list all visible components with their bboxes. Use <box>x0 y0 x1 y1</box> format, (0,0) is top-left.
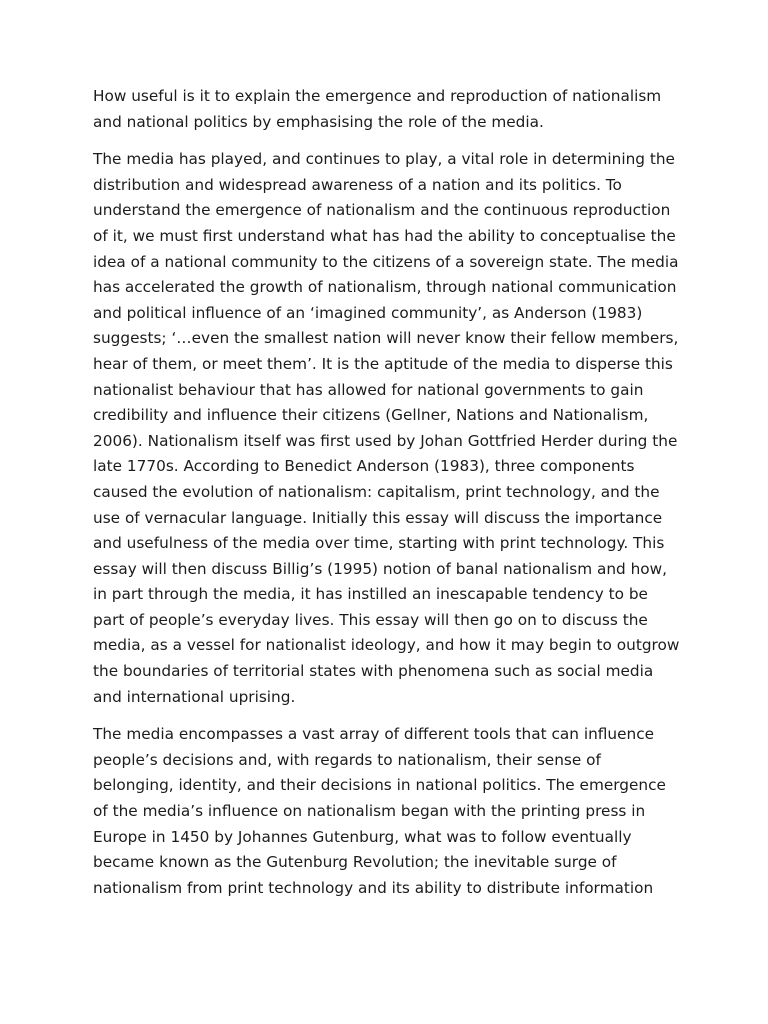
paragraph-media-tools: The media encompasses a vast array of different tools that can influence people’s decisions and, with regards to nationalism, their sense of belonging, identity, and their decisions in national politics. The emergence of the media’s influence on nationalism began with the printing press in Europe in 1450 by Johannes Gutenburg, what was to follow eventually became known as the Gutenburg Revolution; the inevitable surge of nationalism from print technology and its ability to distribute information <box>93 725 666 897</box>
paragraph-introduction: The media has played, and continues to play, a vital role in determining the distribution and widespread awareness of a nation and its politics. To understand the emergence of nationalism and the continuous reproduction of it, we must first understand what has had the ability to conceptualise the idea of a national community to the citizens of a sovereign state. The media has accelerated the growth of nationalism, through national communication and political influence of an ‘imagined community’, as Anderson (1983) suggests; ‘…even the smallest nation will never know their fellow members, hear of them, or meet them’. It is the aptitude of the media to disperse this nationalist behaviour that has allowed for national governments to gain credibility and influence their citizens (Gellner, Nations and Nationalism, 2006). Nationalism itself was first used by Johan Gottfried Herder during the late 1770s. According to Benedict Anderson (1983), three components caused the evolution of nationalism: capitalism, print technology, and the use of vernacular language. Initially this essay will discuss the importance and usefulness of the media over time, starting with print technology. This essay will then discuss Billig’s (1995) notion of banal nationalism and how, in part through the media, it has instilled an inescapable tendency to be part of people’s everyday lives. This essay will then go on to discuss the media, as a vessel for nationalist ideology, and how it may begin to outgrow the boundaries of territorial states with phenomena such as social media and international uprising. <box>93 150 680 706</box>
essay-question: How useful is it to explain the emergence and reproduction of nationalism and national politics by emphasising the role of the media. <box>93 87 662 131</box>
document-body <box>93 84 683 913</box>
